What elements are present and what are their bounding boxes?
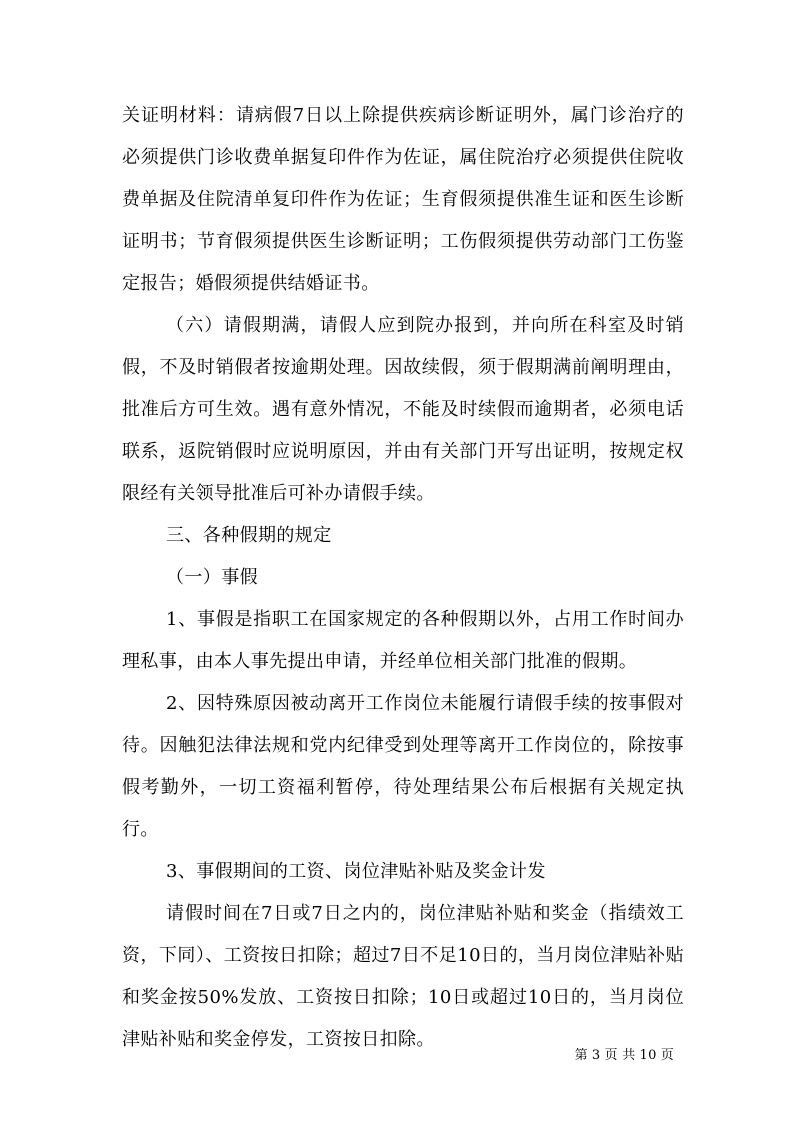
section-heading: 三、各种假期的规定 [166,525,332,546]
footer-suffix: 页 [660,1048,674,1063]
paragraph-2: （六）请假期满，请假人应到院办报到，并向所在科室及时销假，不及时销假者按逾期处理。因故续假，须于假期满前阐明理由，批准后方可生效。遇有意外情况，不能及时续假而逾期者，必须电话联系，返院销假时应说明原因，并由有关部门开写出证明，按规定权限经有关领导批准后可补办请假手续。 [122,315,684,504]
paragraph-8: 请假时间在7日或7日之内的，岗位津贴补贴和奖金（指绩效工资，下同）、工资按日扣除；超过7日不足10日的，当月岗位津贴补贴和奖金按50%发放、工资按日扣除；10日或超过10日的，当月岗位津贴补贴和奖金停发，工资按日扣除。 [122,903,684,1050]
footer-prefix: 第 [574,1048,588,1063]
subsection-heading: （一）事假 [166,567,258,588]
page-footer [573,1044,676,1063]
paragraph-item-1: 1、事假是指职工在国家规定的各种假期以外，占用工作时间办理私事，由本人事先提出申请，并经单位相关部门批准的假期。 [122,609,684,672]
footer-total-pages: 10 [639,1048,657,1063]
footer-middle: 页 共 [604,1048,636,1063]
paragraph-item-3: 3、事假期间的工资、岗位津贴补贴及奖金计发 [166,861,546,882]
footer-page-number: 3 [591,1048,601,1063]
paragraph-item-2: 2、因特殊原因被动离开工作岗位未能履行请假手续的按事假对待。因触犯法律法规和党内纪律受到处理等离开工作岗位的，除按事假考勤外，一切工资福利暂停，待处理结果公布后根据有关规定执行。 [122,693,684,840]
document-body [122,95,684,1061]
paragraph-1: 关证明材料：请病假7日以上除提供疾病诊断证明外，属门诊治疗的必须提供门诊收费单据复印件作为佐证，属住院治疗必须提供住院收费单据及住院清单复印件作为佐证；生育假须提供准生证和医生诊断证明书；节育假须提供医生诊断证明；工伤假须提供劳动部门工伤鉴定报告；婚假须提供结婚证书。 [122,105,684,294]
